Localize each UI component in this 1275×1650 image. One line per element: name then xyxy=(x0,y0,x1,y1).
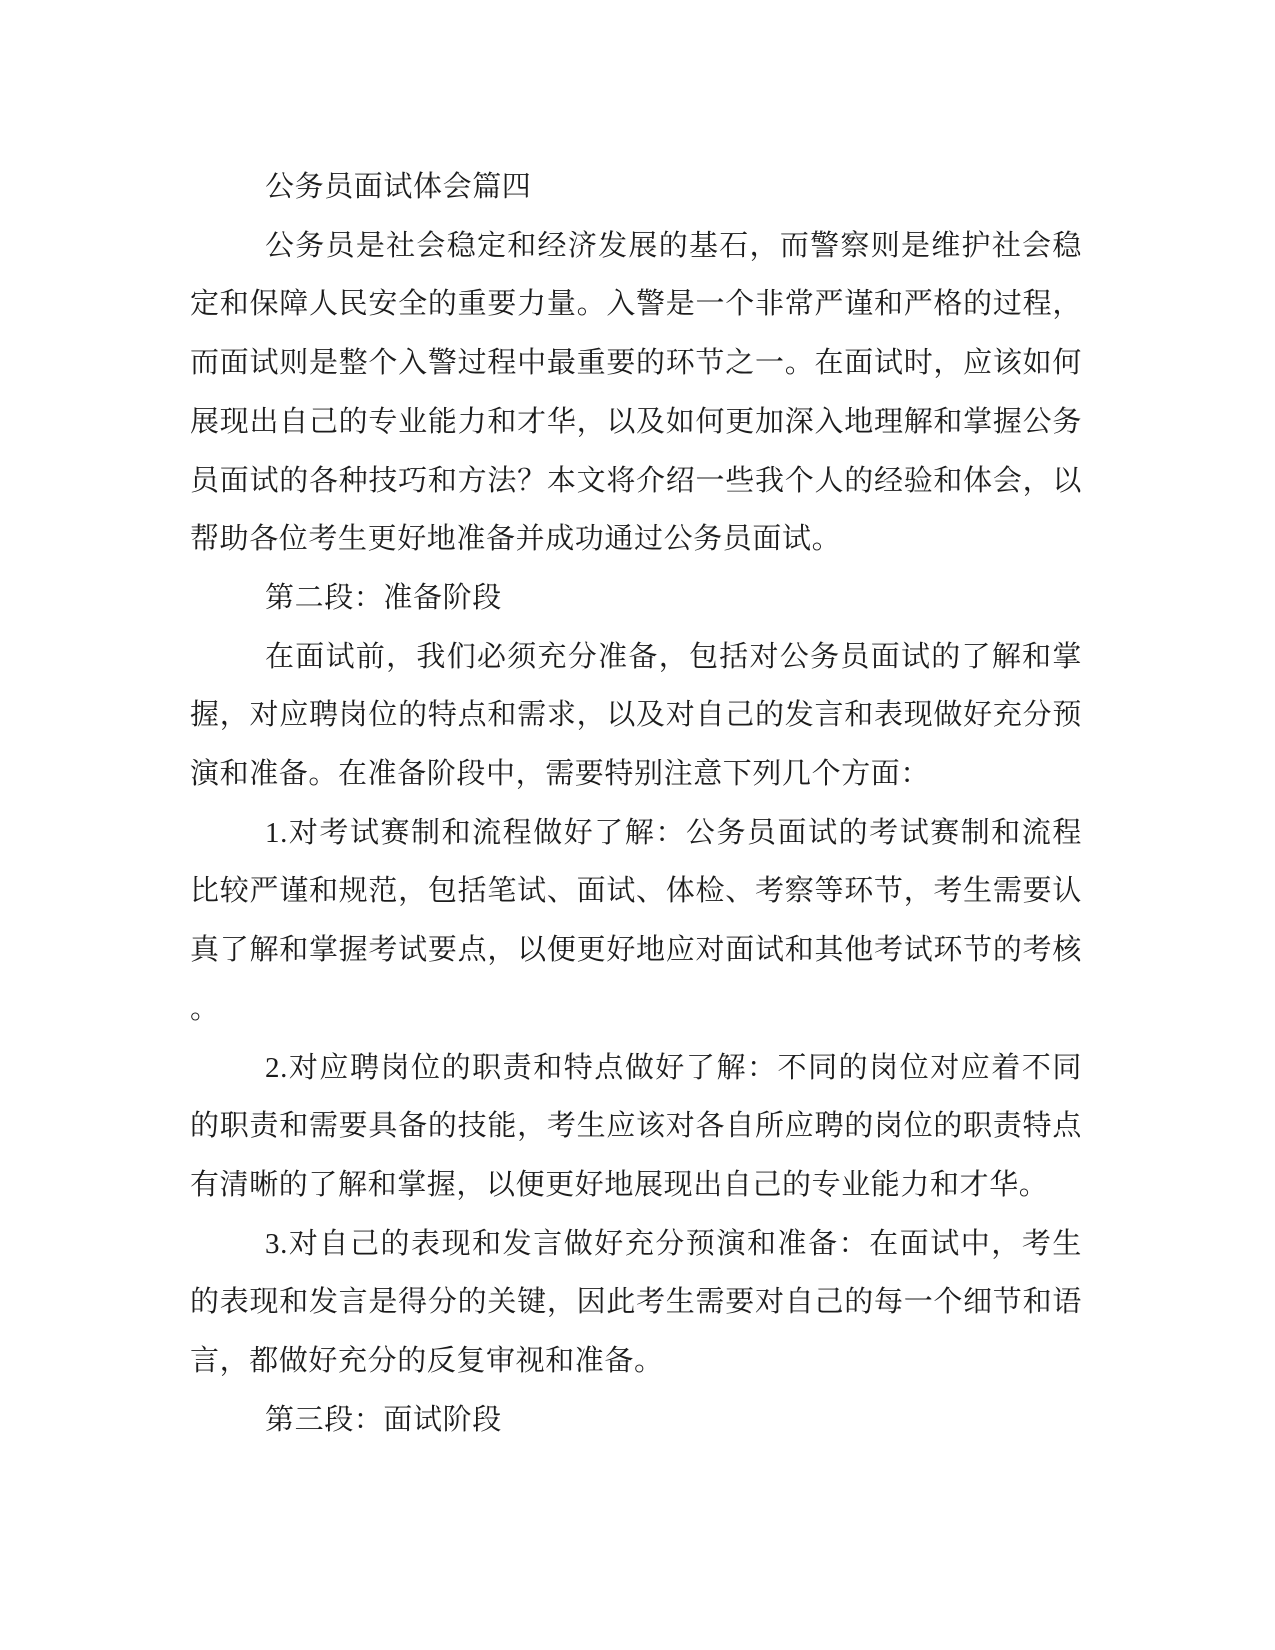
paragraph: 公务员是社会稳定和经济发展的基石，而警察则是维护社会稳定和保障人民安全的重要力量。入警是一个非常严谨和严格的过程，而面试则是整个入警过程中最重要的环节之一。在面试时，应该如何展现出自己的专业能力和才华，以及如何更加深入地理解和掌握公务员面试的各种技巧和方法？本文将介绍一些我个人的经验和体会，以帮助各位考生更好地准备并成功通过公务员面试。 xyxy=(190,229,1082,556)
paragraph: 在面试前，我们必须充分准备，包括对公务员面试的了解和掌握，对应聘岗位的特点和需求，以及对自己的发言和表现做好充分预演和准备。在准备阶段中，需要特别注意下列几个方面： xyxy=(190,640,1082,791)
list-item-paragraph: 1.对考试赛制和流程做好了解：公务员面试的考试赛制和流程比较严谨和规范，包括笔试、面试、体检、考察等环节，考生需要认真了解和掌握考试要点，以便更好地应对面试和其他考试环节的考核。 xyxy=(190,816,1082,1025)
list-item-paragraph: 3.对自己的表现和发言做好充分预演和准备：在面试中，考生的表现和发言是得分的关键，因此考生需要对自己的每一个细节和语言，都做好充分的反复审视和准备。 xyxy=(190,1227,1082,1378)
section-heading: 第三段：面试阶段 xyxy=(265,1403,502,1436)
list-item-paragraph: 2.对应聘岗位的职责和特点做好了解：不同的岗位对应着不同的职责和需要具备的技能，考生应该对各自所应聘的岗位的职责特点有清晰的了解和掌握，以便更好地展现出自己的专业能力和才华。 xyxy=(190,1051,1082,1201)
document-title: 公务员面试体会篇四 xyxy=(265,171,532,203)
section-heading: 第二段：准备阶段 xyxy=(265,581,502,614)
document-content xyxy=(190,158,1082,1449)
